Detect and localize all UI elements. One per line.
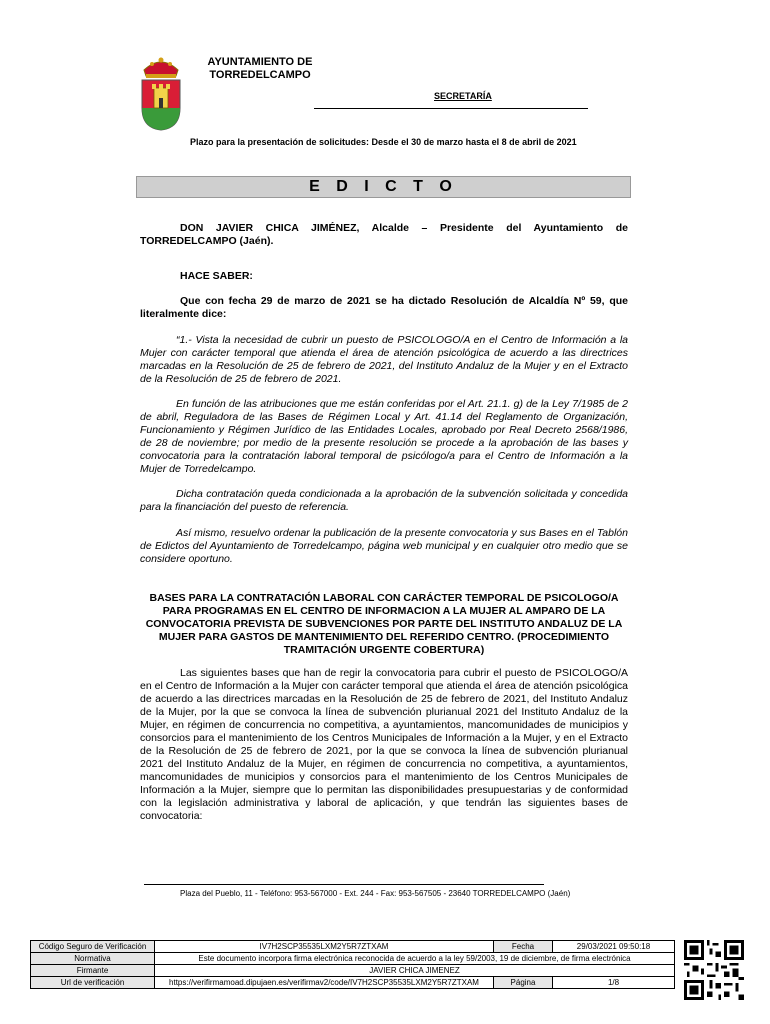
firmante-label: Firmante (31, 965, 155, 977)
fecha-label: Fecha (494, 941, 553, 953)
resolution-intro: Que con fecha 29 de marzo de 2021 se ha dictado Resolución de Alcaldía Nº 59, que literalmente dice: (140, 295, 628, 320)
qr-code-icon (684, 940, 744, 1000)
normativa-label: Normativa (31, 953, 155, 965)
bases-paragraph: Las siguientes bases que han de regir la convocatoria para cubrir el puesto de PSICOLOGO/A en el Centro de Información a la Mujer con carácter temporal que atienda el área de atención psicológica de acuerdo a las directrices marcadas en la Resolución de 25 de febrero de 2021, del Instituto Andaluz de la Mujer, por la que se convoca la línea de subvención plurianual 2021 del Instituto Andaluz de la Mujer, en régimen de concurrencia no competitiva, a ayuntamientos, mancomunidades de municipios y consorcios para el mantenimiento de los Centros Municipales de Información a la Mujer, y en el Extracto de la Resolución de 25 de febrero de 2021, por la que se convoca la línea de subvención plurianual 2021 del Instituto Andaluz de la Mujer, en régimen de concurrencia no competitiva, a ayuntamientos, mancomunidades de municipios y consorcios para el mantenimiento de los Centros Municipales de Información a la Mujer, siempre que lo permitan las disponibilidades presupuestarias y de conformidad con la legislación administrativa y laboral de aplicación, y que tendrán las siguientes bases de convocatoria: (140, 667, 628, 822)
normativa-value: Este documento incorpora firma electrónica reconocida de acuerdo a la ley 59/2003, 19 de diciembre, de firma electrónica (155, 953, 675, 965)
fecha-value: 29/03/2021 09:50:18 (553, 941, 675, 953)
bases-title: BASES PARA LA CONTRATACIÓN LABORAL CON CARÁCTER TEMPORAL DE PSICOLOGO/A PARA PROGRAMAS EN EL CENTRO DE INFORMACION A LA MUJER AL AMPARO DE LA CONVOCATORIA PREVISTA DE SUBVENCIONES POR PARTE DEL INSTITUTO ANDALUZ DE LA MUJER PARA GASTOS DE MANTENIMIENTO DEL REFERIDO CENTRO. (PROCEDIMIENTO TRAMITACIÓN URGENTE COBERTURA) (145, 592, 623, 656)
signature-verification-table (30, 940, 675, 989)
resolution-paragraph-1: “1.- Vista la necesidad de cubrir un puesto de PSICOLOGO/A en el Centro de Información a la Mujer con carácter temporal que atienda el área de atención psicológica de acuerdo a las directrices marcadas en la Resolución de 25 de febrero de 2021, del Instituto Andaluz de la Mujer y en el Extracto de la Resolución de 25 de febrero de 2021. (140, 334, 628, 385)
footer-address: Plaza del Pueblo, 11 - Teléfono: 953-567000 - Ext. 244 - Fax: 953-567505 - 23640 TORREDELCAMPO (Jaén) (180, 889, 571, 898)
resolution-paragraph-2: En función de las atribuciones que me están conferidas por el Art. 21.1. g) de la Ley 7/1985 de 2 de abril, Reguladora de las Bases de Régimen Local y Art. 41.14 del Reglamento de Organización, Funcionamiento y Régimen Jurídico de las Entidades Locales, aprobado por Real Decreto 2568/1986, de 28 de noviembre; por medio de la presente resolución se procede a la aprobación de las bases y convocatoria para la contratación laboral temporal de psicólogo/a para el Centro de Información a la Mujer de Torredelcampo. (140, 398, 628, 475)
pagina-label: Página (494, 977, 553, 989)
document-title: E D I C T O (136, 176, 631, 198)
footer-divider (144, 884, 544, 885)
csv-label: Código Seguro de Verificación (31, 941, 155, 953)
municipal-crest-icon (138, 52, 184, 132)
intro-paragraph: DON JAVIER CHICA JIMÉNEZ, Alcalde – Presidente del Ayuntamiento de TORREDELCAMPO (Jaén). (140, 222, 628, 247)
url-label: Url de verificación (31, 977, 155, 989)
firmante-value: JAVIER CHICA JIMENEZ (155, 965, 675, 977)
resolution-paragraph-3: Dicha contratación queda condicionada a la aprobación de la subvención solicitada y concedida para la financiación del puesto de referencia. (140, 488, 628, 513)
verification-url[interactable]: https://verifirmamoad.dipujaen.es/verifirmav2/code/IV7H2SCP35535LXM2Y5R7ZTXAM (155, 977, 494, 989)
section-label: SECRETARÍA (434, 91, 492, 101)
hace-saber-heading: HACE SABER: (180, 270, 253, 282)
csv-value: IV7H2SCP35535LXM2Y5R7ZTXAM (155, 941, 494, 953)
resolution-paragraph-4: Así mismo, resuelvo ordenar la publicación de la presente convocatoria y sus Bases en el Tablón de Edictos del Ayuntamiento de Torredelcampo, página web municipal y en cualquier otro medio que se considere oportuno. (140, 527, 628, 565)
section-divider (314, 108, 588, 109)
organization-name: AYUNTAMIENTO DE TORREDELCAMPO (207, 56, 313, 81)
deadline-notice: Plazo para la presentación de solicitudes: Desde el 30 de marzo hasta el 8 de abril de 2021 (190, 137, 577, 147)
page-number: 1/8 (553, 977, 675, 989)
